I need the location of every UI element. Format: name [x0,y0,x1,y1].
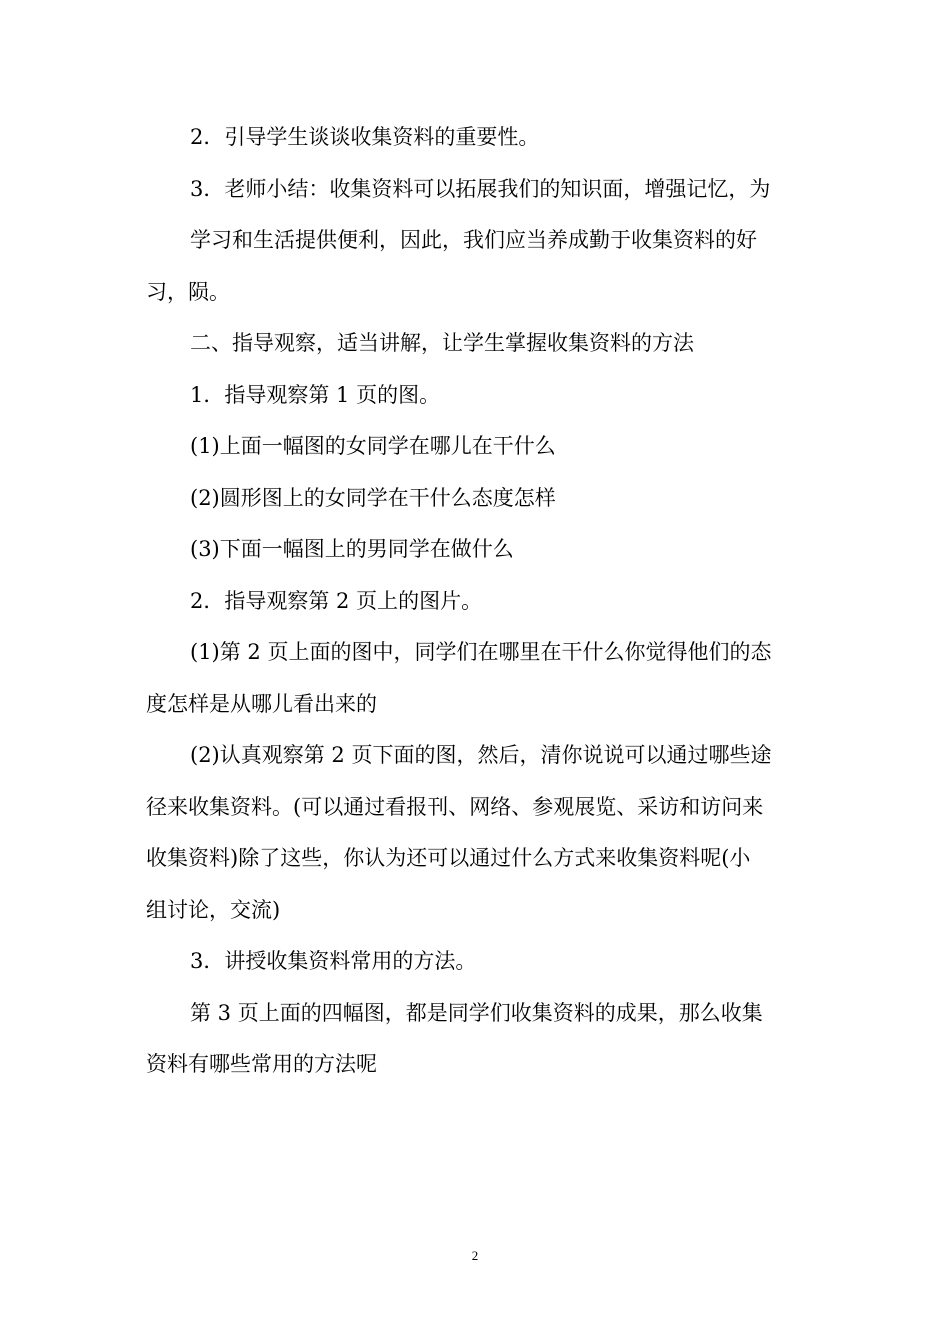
paragraph-line: 3．讲授收集资料常用的方法。 [190,949,477,973]
paragraph-line: 习，陨。 [146,279,230,304]
paragraph-line: 2．指导观察第 2 页上的图片。 [190,588,483,613]
paragraph-line: 资料有哪些常用的方法呢 [146,1052,377,1076]
paragraph-line: 学习和生活提供便利，因此，我们应当养成勤于收集资料的好 [190,228,757,252]
paragraph-line: (3)下面一幅图上的男同学在做什么 [190,537,514,561]
page-number: 2 [471,1248,479,1263]
section-heading: 二、指导观察，适当讲解，让学生掌握收集资料的方法 [190,331,694,355]
paragraph-line: 第 3 页上面的四幅图，都是同学们收集资料的成果，那么收集 [190,1000,763,1025]
paragraph-line: 组讨论，交流) [146,897,281,922]
paragraph-line: 收集资料)除了这些，你认为还可以通过什么方式来收集资料呢(小 [146,846,751,870]
paragraph-line: (2)圆形图上的女同学在干什么态度怎样 [190,485,556,510]
paragraph-line: (2)认真观察第 2 页下面的图，然后，清你说说可以通过哪些途 [190,743,772,767]
document-body [146,112,806,1091]
paragraph-line: 度怎样是从哪儿看出来的 [146,691,377,716]
paragraph-line: 3．老师小结：收集资料可以拓展我们的知识面，增强记忆，为 [190,176,771,201]
paragraph-line: (1)上面一幅图的女同学在哪儿在干什么 [190,434,556,458]
paragraph-line: 径来收集资料。(可以通过看报刊、网络、参观展览、采访和访问来 [146,794,764,819]
paragraph-line: 1．指导观察第 1 页的图。 [190,382,441,407]
paragraph-line: (1)第 2 页上面的图中，同学们在哪里在干什么你觉得他们的态 [190,640,772,664]
paragraph-line: 2．引导学生谈谈收集资料的重要性。 [190,125,540,149]
